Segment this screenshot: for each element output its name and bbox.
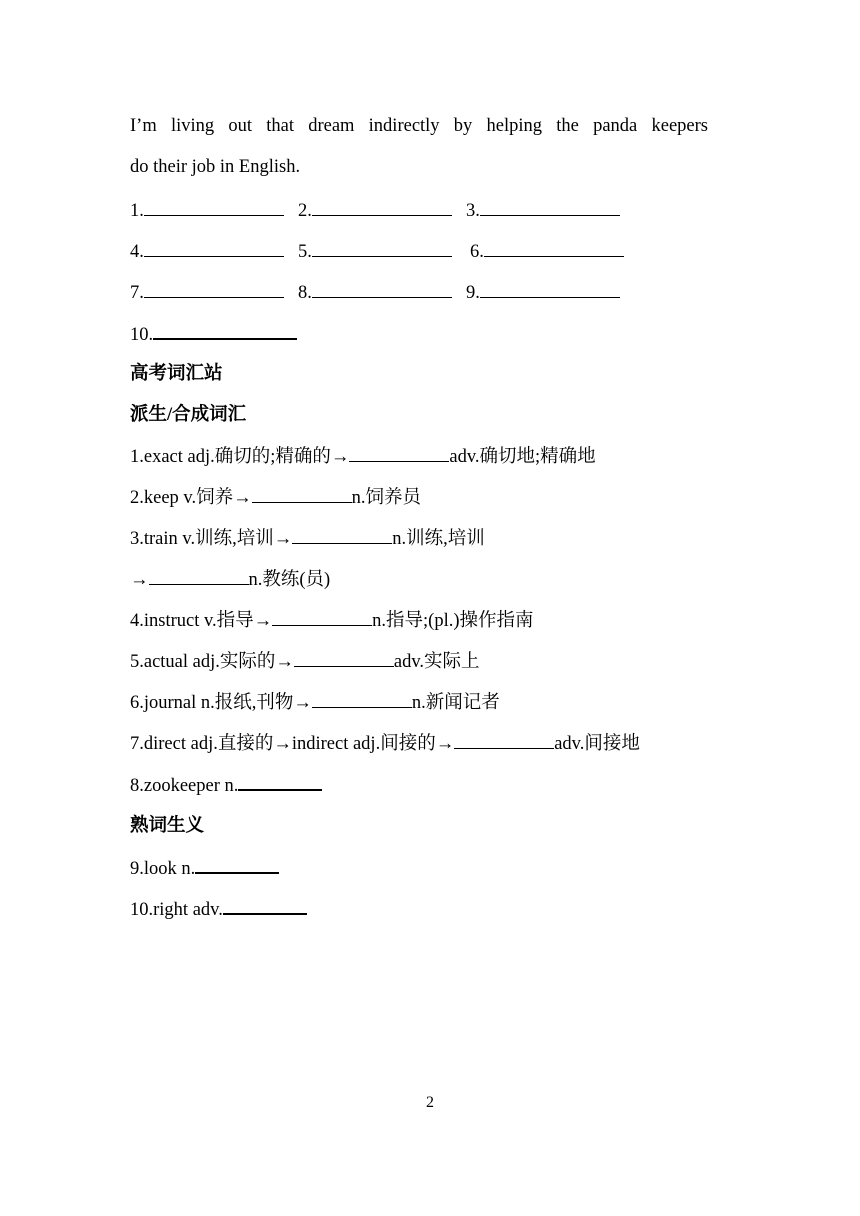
- answer-label: 4.: [130, 242, 144, 262]
- vocab-blank[interactable]: [292, 526, 392, 544]
- subsection-title-derived: 派生/合成词汇: [130, 405, 247, 425]
- passage-line-2: do their job in English.: [130, 157, 301, 177]
- answer-row-4: [130, 321, 297, 347]
- answer-row-1: [130, 198, 620, 223]
- subsection-title-new-meaning: 熟词生义: [130, 816, 205, 836]
- answer-label: 8.: [298, 283, 312, 303]
- answer-label: 5.: [298, 242, 312, 262]
- vocab-blank[interactable]: [238, 772, 322, 791]
- page-number: 2: [426, 1094, 434, 1111]
- vocab-item-8: [130, 772, 322, 798]
- vocab-prompt: 4.instruct v.指导→: [130, 611, 273, 631]
- answer-label: 9.: [466, 283, 480, 303]
- vocab-blank[interactable]: [312, 690, 412, 708]
- vocab-prompt: 3.train v.训练,培训→: [130, 529, 293, 549]
- vocab-blank[interactable]: [454, 731, 554, 749]
- vocab-prompt: 5.actual adj.实际的→: [130, 652, 294, 672]
- vocab-prompt: 10.right adv.: [130, 900, 223, 920]
- vocab-prompt: 6.journal n.报纸,刊物→: [130, 693, 312, 713]
- vocab-blank[interactable]: [294, 649, 394, 667]
- passage-line-1: I’m living out that dream indirectly by helping the panda keepers: [130, 116, 708, 136]
- answer-blank[interactable]: [144, 239, 284, 257]
- vocab-item-5: [130, 649, 480, 674]
- answer-label: 7.: [130, 283, 144, 303]
- vocab-meaning: adv.确切地;精确地: [449, 447, 596, 467]
- vocab-prompt: 1.exact adj.确切的;精确的→: [130, 447, 350, 467]
- vocab-item-9: [130, 855, 279, 881]
- vocab-blank[interactable]: [195, 855, 279, 874]
- answer-blank[interactable]: [144, 198, 284, 216]
- vocab-blank[interactable]: [149, 567, 249, 585]
- section-title: 高考词汇站: [130, 364, 223, 384]
- vocab-meaning: n.训练,培训: [392, 529, 485, 549]
- answer-label: 2.: [298, 201, 312, 221]
- vocab-item-6: [130, 690, 500, 715]
- vocab-blank[interactable]: [349, 444, 449, 462]
- vocab-blank[interactable]: [272, 608, 372, 626]
- answer-blank[interactable]: [153, 321, 297, 340]
- vocab-meaning: n.饲养员: [351, 488, 421, 508]
- vocab-blank[interactable]: [223, 896, 307, 915]
- vocab-item-10: [130, 896, 307, 922]
- vocab-meaning: n.新闻记者: [411, 693, 500, 713]
- answer-label: 10.: [130, 325, 154, 345]
- vocab-meaning: n.指导;(pl.)操作指南: [372, 611, 534, 631]
- vocab-blank[interactable]: [252, 485, 352, 503]
- answer-row-3: [130, 280, 620, 305]
- answer-row-2: [130, 239, 624, 264]
- vocab-item-3: [130, 526, 485, 551]
- vocab-meaning: n.教练(员): [248, 570, 331, 590]
- answer-blank[interactable]: [144, 280, 284, 298]
- answer-label: 3.: [466, 201, 480, 221]
- answer-blank[interactable]: [312, 280, 452, 298]
- vocab-prompt: 8.zookeeper n.: [130, 776, 239, 796]
- answer-blank[interactable]: [480, 198, 620, 216]
- answer-label: 6.: [470, 242, 484, 262]
- vocab-meaning: adv.间接地: [554, 734, 640, 754]
- vocab-item-4: [130, 608, 534, 633]
- vocab-item-3b: [130, 567, 330, 592]
- answer-blank[interactable]: [312, 198, 452, 216]
- vocab-prompt: →: [130, 570, 149, 590]
- vocab-prompt: 7.direct adj.直接的→indirect adj.间接的→: [130, 734, 455, 754]
- answer-blank[interactable]: [484, 239, 624, 257]
- vocab-prompt: 2.keep v.饲养→: [130, 488, 252, 508]
- answer-blank[interactable]: [480, 280, 620, 298]
- answer-blank[interactable]: [312, 239, 452, 257]
- vocab-item-1: [130, 444, 596, 469]
- vocab-prompt: 9.look n.: [130, 859, 196, 879]
- vocab-meaning: adv.实际上: [393, 652, 480, 672]
- vocab-item-7: [130, 731, 640, 756]
- vocab-item-2: [130, 485, 421, 510]
- answer-label: 1.: [130, 201, 144, 221]
